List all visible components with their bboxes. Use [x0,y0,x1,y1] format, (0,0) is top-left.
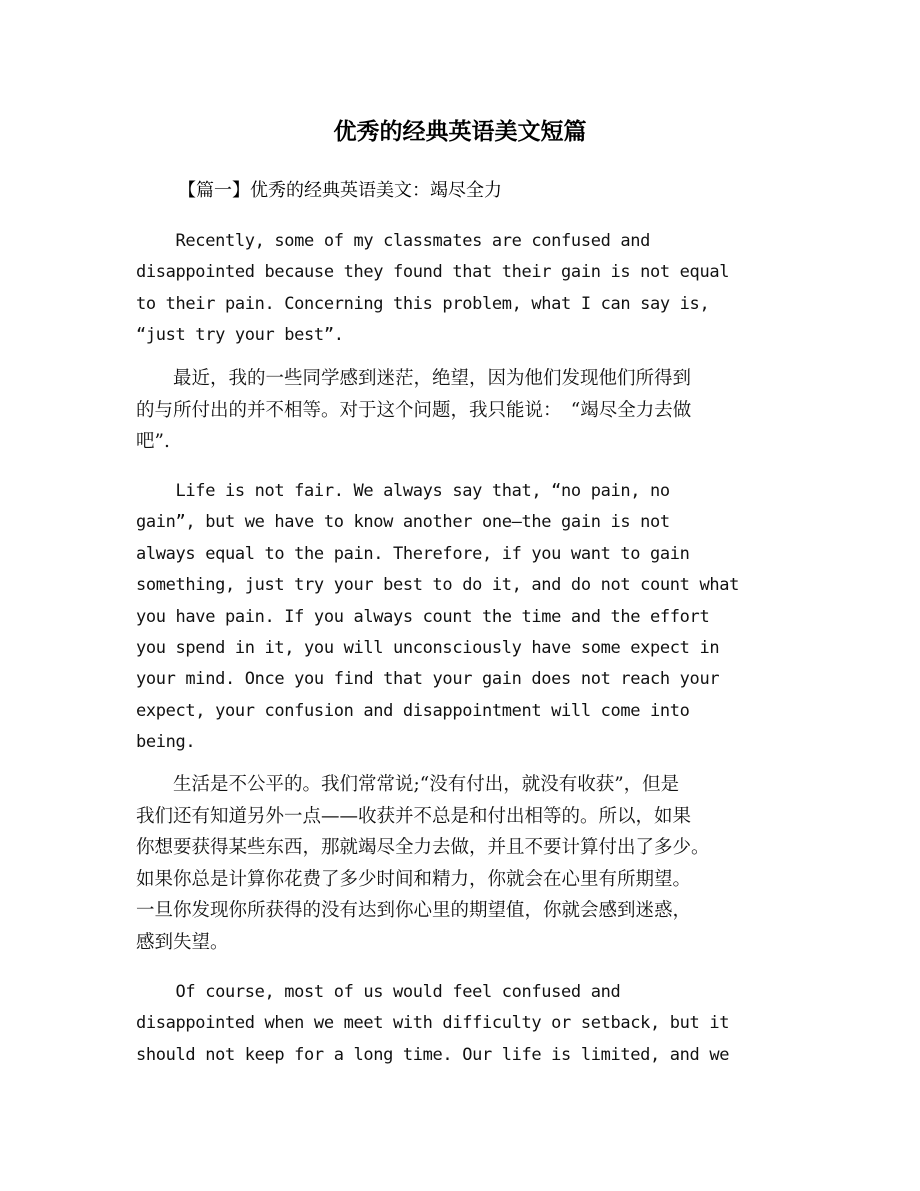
text-line: disappointed when we meet with difficulty or setback, but it [136,1013,730,1034]
paragraph-en-3 [136,977,796,1071]
text-line: being. [136,732,196,753]
text-line: 一旦你发现你所获得的没有达到你心里的期望值，你就会感到迷惑， [136,900,692,921]
text-line: Of course, most of us would feel confused and [136,982,621,1002]
text-line: something, just try your best to do it, and do not count what [136,575,739,596]
text-line: 吧”. [136,431,170,452]
text-line: Recently, some of my classmates are confused and [136,231,651,251]
section-heading: 【篇一】优秀的经典英语美文：竭尽全力 [178,180,502,201]
paragraph-zh-2 [136,769,796,958]
text-line: disappointed because they found that their gain is not equal [136,262,730,283]
text-line: “just try your best”. [136,325,344,346]
text-line: 你想要获得某些东西，那就竭尽全力去做，并且不要计算付出了多少。 [136,837,710,858]
text-line: 如果你总是计算你花费了多少时间和精力，你就会在心里有所期望。 [136,868,692,890]
text-line: to their pain. Concerning this problem, what I can say is, [136,293,710,314]
text-line: Life is not fair. We always say that, “no pain, no [136,481,670,501]
text-line: 的与所付出的并不相等。对于这个问题，我只能说： “竭尽全力去做 [136,399,692,421]
text-line: you have pain. If you always count the time and the effort [136,606,710,627]
text-line: always equal to the pain. Therefore, if you want to gain [136,543,690,564]
text-line: should not keep for a long time. Our life is limited, and we [136,1044,730,1065]
paragraph-zh-1 [136,363,796,458]
text-line: your mind. Once you find that your gain does not reach your [136,669,720,690]
text-line: 感到失望。 [136,931,229,953]
paragraph-en-1 [136,226,796,352]
text-line: expect, your confusion and disappointment will come into [136,700,690,721]
text-line: 最近，我的一些同学感到迷茫，绝望，因为他们发现他们所得到 [136,368,692,389]
text-line: 生活是不公平的。我们常常说;“没有付出，就没有收获”，但是 [136,774,680,795]
document-title: 优秀的经典英语美文短篇 [333,119,587,145]
text-line: you spend in it, you will unconsciously have some expect in [136,638,720,659]
text-line: gain”, but we have to know another one—the gain is not [136,512,670,533]
paragraph-en-2 [136,476,796,759]
text-line: 我们还有知道另外一点——收获并不总是和付出相等的。所以，如果 [136,805,692,827]
